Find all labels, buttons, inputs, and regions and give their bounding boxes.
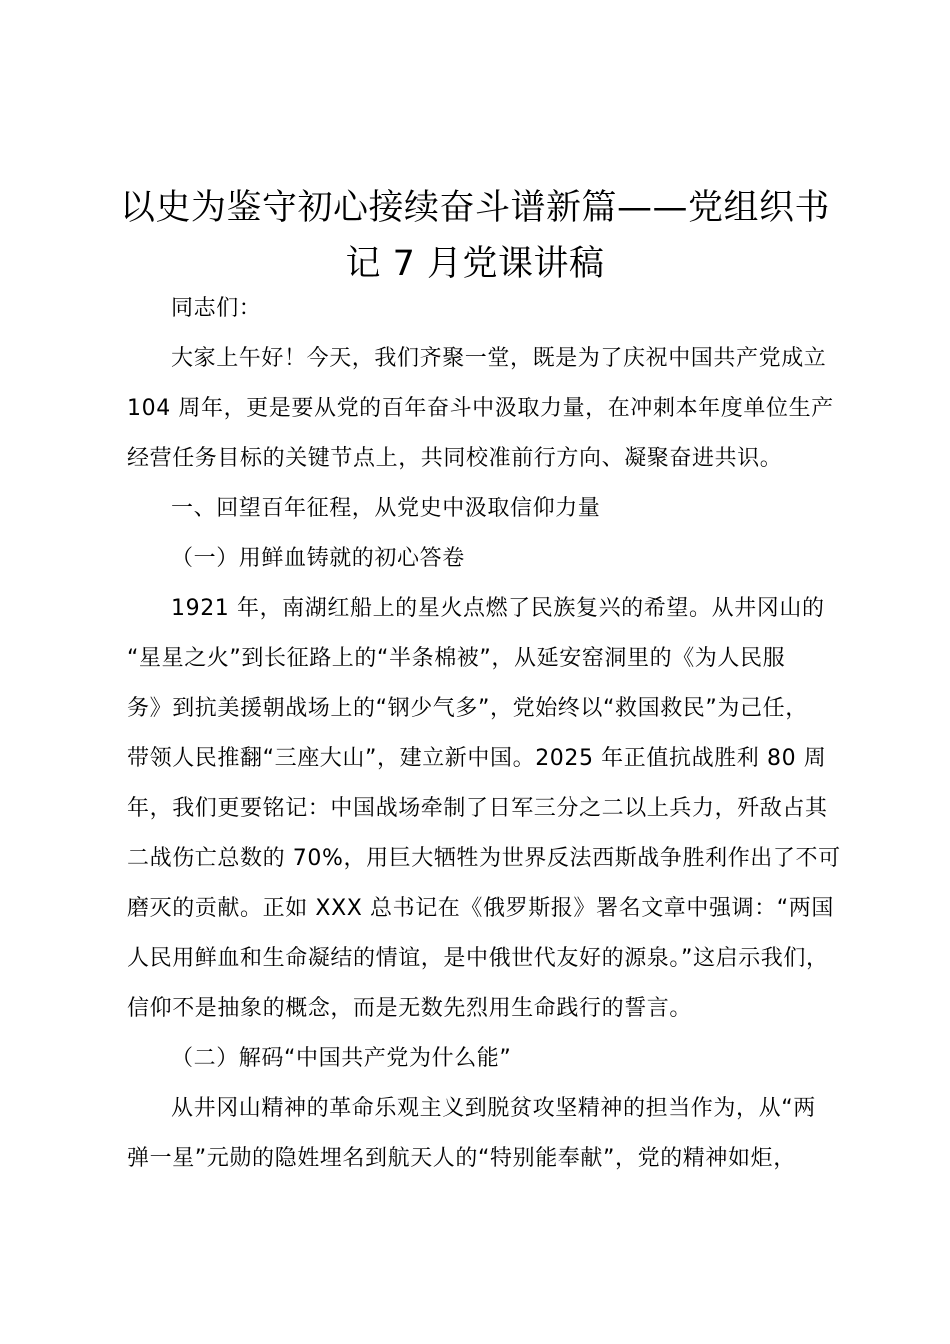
text-line: 二战伤亡总数的 70%，用巨大牺牲为世界反法西斯战争胜利作出了不可 — [127, 846, 841, 871]
text-line: 从井冈山精神的革命乐观主义到脱贫攻坚精神的担当作为，从“两 — [171, 1096, 816, 1121]
subsection-heading: （一）用鲜血铸就的初心答卷 — [171, 546, 465, 571]
salutation: 同志们： — [171, 296, 262, 321]
subsection-heading: （二）解码“中国共产党为什么能” — [171, 1046, 512, 1071]
text-line: 104 周年，更是要从党的百年奋斗中汲取力量，在冲刺本年度单位生产 — [127, 396, 834, 421]
title-line-1: 以史为鉴守初心接续奋斗谱新篇——党组织书 — [119, 188, 830, 228]
text-line: 信仰不是抽象的概念，而是无数先烈用生命践行的誓言。 — [127, 996, 693, 1021]
text-line: 1921 年，南湖红船上的星火点燃了民族复兴的希望。从井冈山的 — [171, 596, 825, 621]
text-line: 大家上午好！今天，我们齐聚一堂，既是为了庆祝中国共产党成立 — [171, 346, 827, 371]
text-line: 务》到抗美援朝战场上的“钢少气多”，党始终以“救国救民”为己任， — [127, 696, 808, 721]
text-line: 经营任务目标的关键节点上，共同校准前行方向、凝聚奋进共识。 — [127, 446, 783, 471]
document-body — [127, 284, 857, 1184]
text-line: “星星之火”到长征路上的“半条棉被”，从延安窑洞里的《为人民服 — [127, 646, 786, 671]
text-line: 带领人民推翻“三座大山”，建立新中国。2025 年正值抗战胜利 80 周 — [127, 746, 827, 771]
section-heading: 一、回望百年征程，从党史中汲取信仰力量 — [171, 496, 601, 521]
text-line: 弹一星”元勋的隐姓埋名到航天人的“特别能奉献”，党的精神如炬， — [127, 1146, 796, 1171]
text-line: 人民用鲜血和生命凝结的情谊，是中俄世代友好的源泉。”这启示我们， — [127, 946, 829, 971]
text-line: 年，我们更要铭记：中国战场牵制了日军三分之二以上兵力，歼敌占其 — [127, 796, 828, 821]
title-line-2: 记 7 月党课讲稿 — [345, 244, 605, 284]
document-title — [100, 180, 850, 292]
text-line: 磨灭的贡献。正如 XXX 总书记在《俄罗斯报》署名文章中强调：“两国 — [127, 896, 834, 921]
